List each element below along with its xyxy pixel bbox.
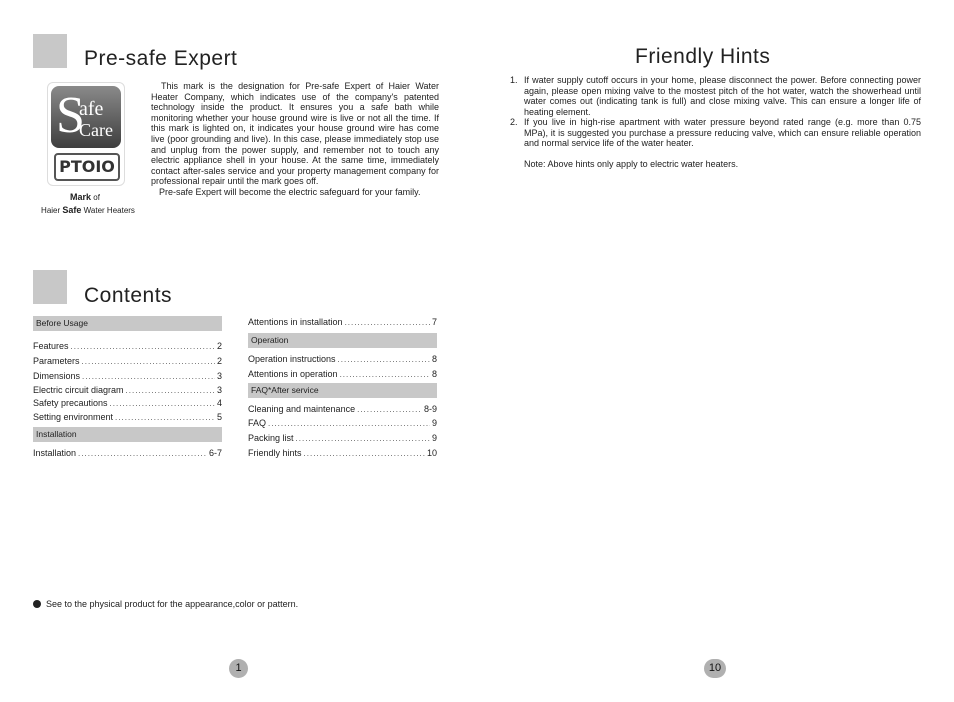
toc-section-installation: Installation <box>33 427 222 442</box>
appearance-footnote <box>33 599 298 609</box>
toc-entry-attentions-installation[interactable]: Attentions in installation ..... 7 <box>248 315 437 327</box>
toc-left-column <box>33 316 222 458</box>
toc-right-column <box>248 315 437 458</box>
caption-mark: Mark <box>70 192 92 202</box>
friendly-hints-list <box>510 75 921 169</box>
bullet-icon <box>33 600 41 608</box>
toc-entry-dimensions[interactable]: Dimensions ..... 3 <box>33 369 222 381</box>
caption-of: of <box>93 193 100 202</box>
toc-entry-friendly-hints[interactable]: Friendly hints ..... 10 <box>248 446 437 458</box>
toc-entry-attentions-operation[interactable]: Attentions in operation ..... 8 <box>248 367 437 379</box>
presafe-paragraph-1: This mark is the designation for Pre-safe Expert of Haier Water Heater Company, which indicates use of the company's patented technology inside the product. It ensures you a safe bath while monitoring whether your house ground wire is live or not all the time. If this mark is lighted on, it indicates your house ground wire has come live (poor grounding and live). In this case, please immediately stop use and unplug from the power supply, and remember not to touch any electric appliance shell in your house. At the same time, immediately contact after-sales service and your property management company for professional repair until the mark goes off. <box>151 81 439 187</box>
logo-emblem <box>51 86 121 148</box>
logo-s-letter: S <box>56 87 85 144</box>
toc-section-operation: Operation <box>248 333 437 348</box>
toc-entry-packing-list[interactable]: Packing list ..... 9 <box>248 431 437 443</box>
friendly-hints-title: Friendly Hints <box>635 45 771 68</box>
toc-entry-features[interactable]: Features ..... 2 <box>33 339 222 351</box>
section-marker-presafe <box>33 34 67 68</box>
footnote-text: See to the physical product for the appearance,color or pattern. <box>46 599 299 609</box>
caption-water-heaters: Water Heaters <box>83 206 135 215</box>
caption-safe: Safe <box>62 205 82 215</box>
logo-afe-text: afe <box>79 98 104 120</box>
hint-item-1: 1. If water supply cutoff occurs in your home, please disconnect the power. Before connecting power again, please open mixing valve to the mostest pitch of the hot water, watch the showerhead until water comes out (indicating tank is full) and close mixing valve. This can ensure a longer life of heating element. <box>510 75 921 117</box>
logo-caption-line1 <box>47 192 123 202</box>
logo-code: PTOIO <box>54 153 120 181</box>
logo-care-text: Care <box>79 120 113 140</box>
caption-haier: Haier <box>41 206 61 215</box>
toc-entry-electric-circuit[interactable]: Electric circuit diagram ..... 3 <box>33 383 222 395</box>
hint-item-2: 2. If you live in high-rise apartment with water pressure beyond rated range (e.g. more than 0.75 MPa), it is suggested you purchase a pressure reducing valve, which can ensure reliable operation and normal service life of the water heater. <box>510 117 921 148</box>
presafe-paragraph-2: Pre-safe Expert will become the electric safeguard for your family. <box>159 186 421 197</box>
toc-entry-cleaning-maintenance[interactable]: Cleaning and maintenance ..... 8-9 <box>248 402 437 414</box>
logo-caption-line2 <box>33 205 143 215</box>
section-marker-contents <box>33 270 67 304</box>
toc-entry-safety-precautions[interactable]: Safety precautions ..... 4 <box>33 396 222 408</box>
page-number-left: 1 <box>229 659 248 678</box>
toc-section-faq-after-service: FAQ*After service <box>248 383 437 398</box>
hints-note: Note: Above hints only apply to electric water heaters. <box>524 158 739 169</box>
page-number-right: 10 <box>704 659 726 678</box>
toc-entry-operation-instructions[interactable]: Operation instructions ..... 8 <box>248 352 437 364</box>
toc-section-before-usage: Before Usage <box>33 316 222 331</box>
presafe-title: Pre-safe Expert <box>84 47 238 70</box>
toc-entry-setting-environment[interactable]: Setting environment ..... 5 <box>33 410 222 422</box>
safe-care-logo <box>47 82 125 186</box>
presafe-body <box>151 81 439 198</box>
toc-entry-parameters[interactable]: Parameters ..... 2 <box>33 354 222 366</box>
contents-title: Contents <box>84 284 173 307</box>
toc-entry-installation[interactable]: Installation ..... 6-7 <box>33 446 222 458</box>
toc-entry-faq[interactable]: FAQ ..... 9 <box>248 416 437 428</box>
